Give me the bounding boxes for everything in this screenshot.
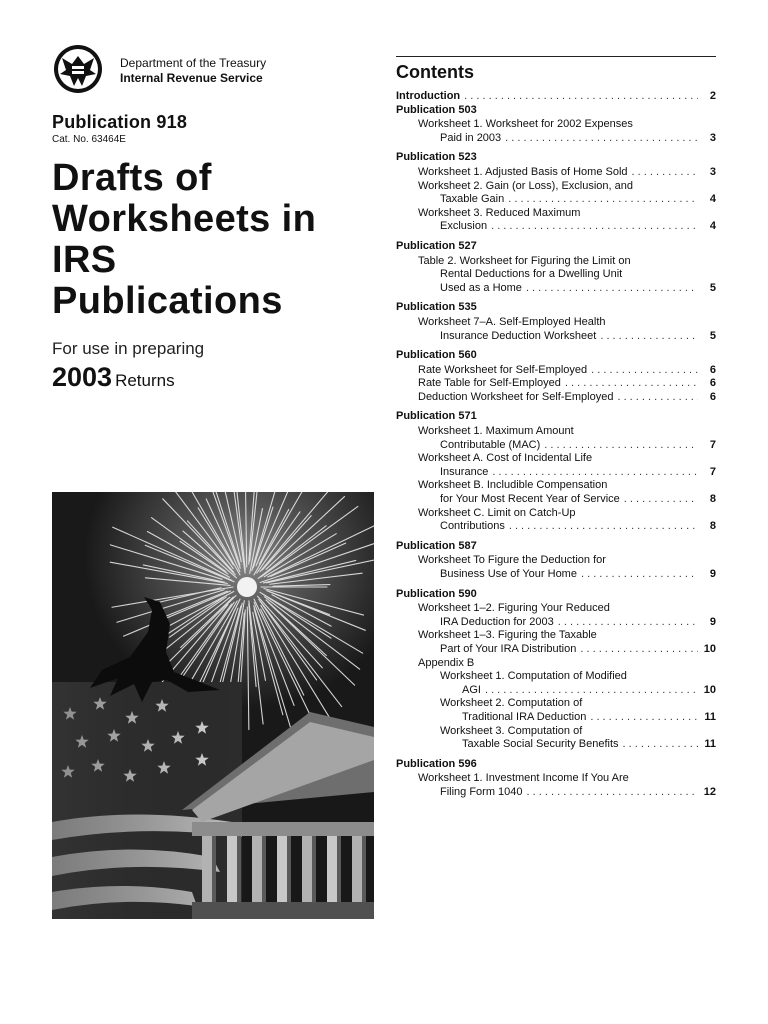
leader-dots bbox=[624, 493, 698, 507]
toc-entry[interactable] bbox=[396, 220, 716, 234]
toc-group-title[interactable]: Publication 523 bbox=[396, 151, 477, 164]
toc-entry-label: Taxable Social Security Benefits bbox=[462, 738, 619, 751]
leader-dots bbox=[591, 364, 698, 378]
toc-page-number: 3 bbox=[709, 165, 716, 178]
toc-group bbox=[396, 410, 716, 533]
toc-page-number: 6 bbox=[709, 390, 716, 403]
leader-dots bbox=[527, 786, 698, 800]
leader-dots bbox=[509, 520, 698, 534]
toc-entry[interactable] bbox=[396, 643, 716, 657]
toc-entry[interactable] bbox=[396, 493, 716, 507]
toc-entry-label: Worksheet 1. Adjusted Basis of Home Sold bbox=[418, 165, 628, 178]
leader-dots bbox=[491, 220, 698, 234]
toc-entry-line[interactable]: Worksheet 1. Maximum Amount bbox=[418, 425, 574, 438]
toc-entry-label: for Your Most Recent Year of Service bbox=[440, 493, 620, 506]
toc-entry-line[interactable]: Worksheet 7–A. Self-Employed Health bbox=[418, 315, 606, 328]
toc-entry-line[interactable]: Worksheet 2. Computation of bbox=[440, 697, 583, 710]
toc-page-number: 4 bbox=[709, 193, 716, 206]
year-suffix: Returns bbox=[115, 371, 175, 390]
toc-page-number: 2 bbox=[709, 90, 716, 102]
toc-entry-line[interactable]: Appendix B bbox=[418, 656, 475, 669]
toc-entry-label: Rate Worksheet for Self-Employed bbox=[418, 363, 588, 376]
toc-entry-label: Rate Table for Self-Employed bbox=[418, 377, 561, 390]
leader-dots bbox=[464, 90, 698, 104]
leader-dots bbox=[558, 616, 698, 630]
toc-entry-label: Exclusion bbox=[440, 220, 488, 233]
leader-dots bbox=[580, 643, 698, 657]
toc-entry-label: Taxable Gain bbox=[440, 193, 505, 206]
publication-number: Publication 918 bbox=[52, 112, 188, 132]
toc-page-number: 9 bbox=[709, 568, 716, 580]
toc-entry-label: Introduction bbox=[396, 90, 461, 102]
toc-page-number: 12 bbox=[703, 785, 716, 798]
toc-group-title[interactable]: Publication 560 bbox=[396, 349, 477, 362]
toc-group bbox=[396, 240, 716, 295]
toc-group-title[interactable]: Publication 590 bbox=[396, 587, 477, 600]
toc-page-number: 3 bbox=[709, 131, 716, 144]
toc-group bbox=[396, 540, 716, 582]
leader-dots bbox=[526, 282, 698, 296]
toc-entry-label: Traditional IRA Deduction bbox=[462, 710, 587, 723]
toc-group-title[interactable]: Publication 535 bbox=[396, 301, 477, 314]
toc-entry[interactable] bbox=[396, 364, 716, 378]
toc-entry[interactable] bbox=[396, 684, 716, 698]
toc-entry-line[interactable]: Worksheet B. Includible Compensation bbox=[418, 479, 608, 492]
tax-year bbox=[52, 362, 175, 393]
toc-page-number: 5 bbox=[709, 281, 716, 294]
toc-entry-label: Insurance Deduction Worksheet bbox=[440, 329, 597, 342]
toc-entry-introduction[interactable] bbox=[396, 90, 716, 104]
toc-entry[interactable] bbox=[396, 616, 716, 630]
toc-entry[interactable] bbox=[396, 193, 716, 207]
header-divider bbox=[396, 56, 716, 57]
toc-entry[interactable] bbox=[396, 391, 716, 405]
toc-entry-line[interactable]: Worksheet 1. Investment Income If You Are bbox=[418, 772, 629, 785]
toc-entry[interactable] bbox=[396, 377, 716, 391]
toc-entry-line[interactable]: Worksheet C. Limit on Catch-Up bbox=[418, 506, 576, 519]
toc-entry[interactable] bbox=[396, 330, 716, 344]
toc-entry[interactable] bbox=[396, 132, 716, 146]
toc-entry[interactable] bbox=[396, 568, 716, 582]
leader-dots bbox=[581, 568, 698, 582]
toc-page-number: 10 bbox=[703, 683, 716, 696]
toc-entry-line[interactable]: Worksheet 2. Gain (or Loss), Exclusion, and bbox=[418, 179, 634, 192]
toc-entry-line[interactable]: Rental Deductions for a Dwelling Unit bbox=[440, 268, 623, 281]
leader-dots bbox=[590, 711, 698, 725]
toc-page-number: 11 bbox=[704, 738, 716, 751]
toc-entry-line[interactable]: Worksheet To Figure the Deduction for bbox=[418, 554, 606, 567]
toc-entry[interactable] bbox=[396, 786, 716, 800]
toc-entry-label: Insurance bbox=[440, 465, 489, 478]
toc-entry-label: IRA Deduction for 2003 bbox=[440, 615, 554, 628]
toc-entry-line[interactable]: Table 2. Worksheet for Figuring the Limit on bbox=[418, 254, 631, 267]
title-line: Publications bbox=[52, 280, 283, 322]
toc-groups bbox=[396, 104, 716, 800]
toc-page-number: 4 bbox=[709, 220, 716, 233]
table-of-contents bbox=[396, 90, 716, 800]
leader-dots bbox=[600, 330, 698, 344]
toc-entry-label: Business Use of Your Home bbox=[440, 568, 577, 580]
toc-page-number: 9 bbox=[709, 615, 716, 628]
toc-page-number: 6 bbox=[709, 363, 716, 376]
toc-group bbox=[396, 349, 716, 404]
toc-entry-line[interactable]: Worksheet 1. Computation of Modified bbox=[440, 670, 627, 683]
toc-entry[interactable] bbox=[396, 711, 716, 725]
toc-entry-line[interactable]: Worksheet 3. Reduced Maximum bbox=[418, 206, 581, 219]
contents-heading: Contents bbox=[396, 62, 474, 82]
title-line: Drafts of bbox=[52, 157, 212, 199]
page-title bbox=[52, 158, 382, 322]
toc-entry[interactable] bbox=[396, 738, 716, 752]
toc-group bbox=[396, 151, 716, 234]
toc-group bbox=[396, 588, 716, 752]
toc-group-introduction bbox=[396, 90, 716, 104]
leader-dots bbox=[505, 132, 698, 146]
toc-page-number: 5 bbox=[709, 329, 716, 342]
toc-page-number: 7 bbox=[709, 465, 716, 478]
leader-dots bbox=[617, 391, 698, 405]
toc-group-title[interactable]: Publication 596 bbox=[396, 757, 477, 770]
toc-entry[interactable] bbox=[396, 282, 716, 296]
toc-entry[interactable] bbox=[396, 439, 716, 453]
toc-page-number: 8 bbox=[709, 493, 716, 506]
agency-name: Internal Revenue Service bbox=[120, 71, 263, 85]
toc-group-title[interactable]: Publication 527 bbox=[396, 239, 477, 252]
toc-entry-label: Contributable (MAC) bbox=[440, 438, 541, 451]
year-number: 2003 bbox=[52, 362, 113, 392]
toc-entry[interactable] bbox=[396, 166, 716, 180]
leader-dots bbox=[485, 684, 698, 698]
irs-eagle-logo-icon bbox=[52, 44, 104, 94]
catalog-number: Cat. No. 63464E bbox=[52, 134, 126, 145]
toc-entry-line[interactable]: Worksheet 1–2. Figuring Your Reduced bbox=[418, 602, 610, 615]
toc-entry-line[interactable]: Worksheet A. Cost of Incidental Life bbox=[418, 452, 593, 465]
toc-page-number: 6 bbox=[709, 377, 716, 390]
toc-entry[interactable] bbox=[396, 520, 716, 534]
toc-entry-label: AGI bbox=[462, 683, 481, 696]
toc-group-title[interactable]: Publication 587 bbox=[396, 539, 477, 552]
leader-dots bbox=[544, 439, 698, 453]
cover-photo bbox=[52, 492, 374, 919]
toc-group bbox=[396, 301, 716, 343]
toc-entry-line[interactable]: Worksheet 3. Computation of bbox=[440, 724, 583, 737]
toc-page-number: 7 bbox=[709, 438, 716, 451]
toc-group bbox=[396, 104, 716, 146]
leader-dots bbox=[623, 738, 698, 752]
toc-entry[interactable] bbox=[396, 466, 716, 480]
toc-group bbox=[396, 758, 716, 800]
department-name: Department of the Treasury bbox=[120, 56, 267, 70]
fireworks-eagle-flag-building-photo bbox=[52, 492, 374, 919]
toc-entry-label: Filing Form 1040 bbox=[440, 785, 523, 798]
toc-page-number: 10 bbox=[703, 642, 716, 655]
toc-entry-line[interactable]: Worksheet 1. Worksheet for 2002 Expenses bbox=[418, 118, 633, 131]
toc-entry-label: Deduction Worksheet for Self-Employed bbox=[418, 390, 614, 403]
toc-group-title[interactable]: Publication 571 bbox=[396, 410, 477, 423]
toc-group-title[interactable]: Publication 503 bbox=[396, 103, 477, 116]
toc-page-number: 8 bbox=[709, 520, 716, 533]
title-line: IRS bbox=[52, 239, 117, 281]
toc-entry-line[interactable]: Worksheet 1–3. Figuring the Taxable bbox=[418, 629, 597, 642]
toc-entry-label: Used as a Home bbox=[440, 281, 522, 294]
title-line: Worksheets in bbox=[52, 198, 317, 240]
leader-dots bbox=[632, 166, 698, 180]
toc-page-number: 11 bbox=[704, 710, 716, 723]
toc-entry-label: Part of Your IRA Distribution bbox=[440, 642, 577, 655]
toc-entry-label: Paid in 2003 bbox=[440, 131, 502, 144]
leader-dots bbox=[492, 466, 698, 480]
leader-dots bbox=[508, 193, 698, 207]
toc-entry-label: Contributions bbox=[440, 520, 505, 533]
for-use-text: For use in preparing bbox=[52, 339, 205, 358]
leader-dots bbox=[565, 377, 698, 391]
